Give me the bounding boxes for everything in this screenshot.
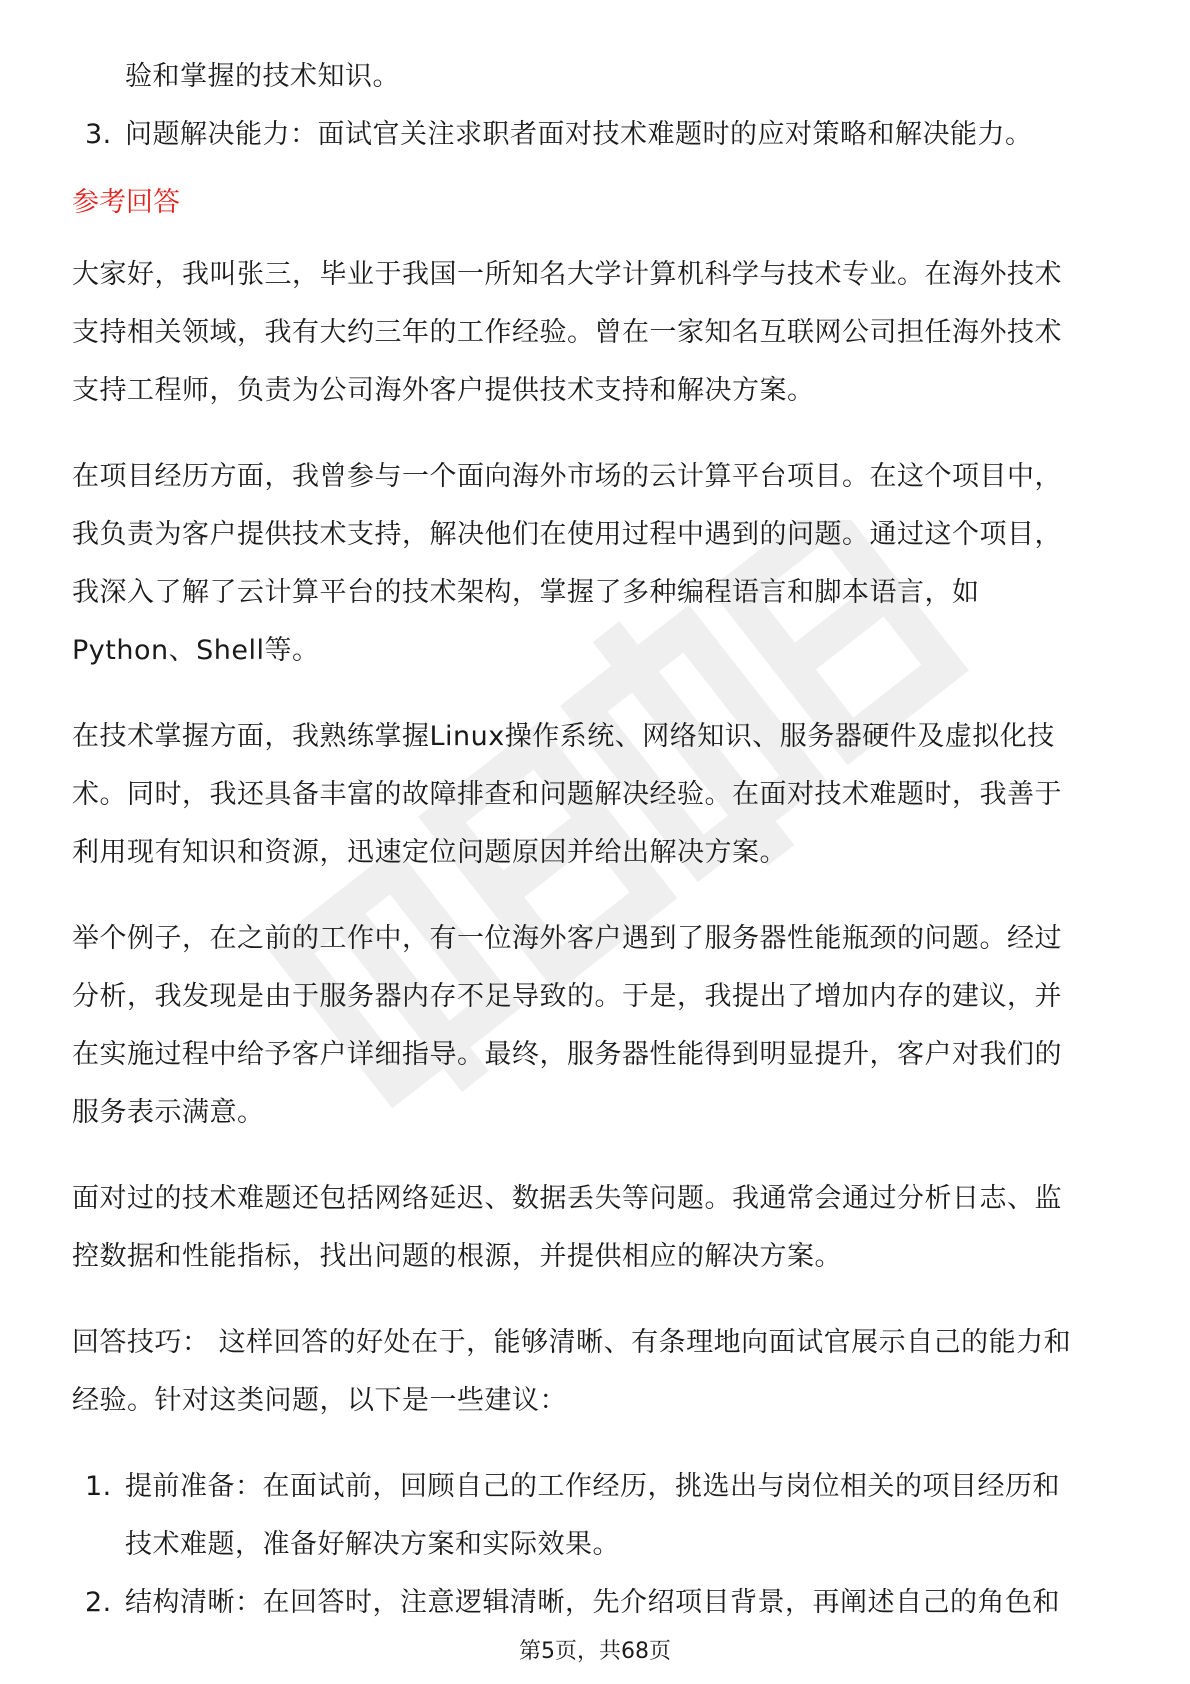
paragraph-line: 支持工程师，负责为公司海外客户提供技术支持和解决方案。 [72, 375, 815, 406]
paragraph-line: Python、Shell等。 [72, 635, 320, 666]
tips-list-item-2 [72, 1574, 1132, 1632]
list-item-3 [72, 106, 1132, 164]
list-item-continuation: 技术难题，准备好解决方案和实际效果。 [125, 1529, 620, 1560]
tips-list-item-1 [72, 1458, 1132, 1516]
paragraph-line: 术。同时，我还具备丰富的故障排查和问题解决经验。在面对技术难题时，我善于 [72, 779, 1062, 810]
list-continuation-line: 验和掌握的技术知识。 [125, 61, 400, 92]
paragraph-line: 在技术掌握方面，我熟练掌握Linux操作系统、网络知识、服务器硬件及虚拟化技 [72, 721, 1055, 752]
paragraph-line: 经验。针对这类问题，以下是一些建议： [72, 1385, 567, 1416]
list-item-text: 结构清晰：在回答时，注意逻辑清晰，先介绍项目背景，再阐述自己的角色和 [125, 1587, 1060, 1618]
paragraph-line: 大家好，我叫张三，毕业于我国一所知名大学计算机科学与技术专业。在海外技术 [72, 259, 1062, 290]
paragraph-3 [72, 708, 1132, 882]
paragraph-line: 分析，我发现是由于服务器内存不足导致的。于是，我提出了增加内存的建议，并 [72, 981, 1062, 1012]
paragraph-4 [72, 910, 1132, 1142]
paragraph-5 [72, 1170, 1132, 1286]
section-heading: 参考回答 [72, 187, 180, 218]
paragraph-line: 在实施过程中给予客户详细指导。最终，服务器性能得到明显提升，客户对我们的 [72, 1039, 1062, 1070]
list-item-text: 问题解决能力：面试官关注求职者面对技术难题时的应对策略和解决能力。 [125, 119, 1033, 150]
tips-list [72, 1458, 1132, 1632]
paragraph-line: 支持相关领域，我有大约三年的工作经验。曾在一家知名互联网公司担任海外技术 [72, 317, 1062, 348]
list-item-text: 提前准备：在面试前，回顾自己的工作经历，挑选出与岗位相关的项目经历和 [125, 1471, 1060, 1502]
paragraph-line: 利用现有知识和资源，迅速定位问题原因并给出解决方案。 [72, 837, 787, 868]
paragraph-line: 举个例子，在之前的工作中，有一位海外客户遇到了服务器性能瓶颈的问题。经过 [72, 923, 1062, 954]
page-footer: 第5页，共68页 [519, 1639, 671, 1664]
paragraph-answer-tips [72, 1314, 1132, 1430]
paragraph-line: 服务表示满意。 [72, 1097, 265, 1128]
paragraph-2 [72, 448, 1132, 680]
paragraph-1 [72, 246, 1132, 420]
paragraph-line: 面对过的技术难题还包括网络延迟、数据丢失等问题。我通常会通过分析日志、监 [72, 1183, 1062, 1214]
list-number: 1. [85, 1471, 112, 1502]
paragraph-line: 我深入了解了云计算平台的技术架构，掌握了多种编程语言和脚本语言，如 [72, 577, 980, 608]
paragraph-line: 回答技巧： 这样回答的好处在于，能够清晰、有条理地向面试官展示自己的能力和 [72, 1327, 1072, 1358]
document-body [72, 48, 1132, 1632]
list-number: 2. [85, 1587, 112, 1618]
list-number: 3. [85, 119, 112, 150]
paragraph-line: 我负责为客户提供技术支持，解决他们在使用过程中遇到的问题。通过这个项目， [72, 519, 1062, 550]
paragraph-line: 在项目经历方面，我曾参与一个面向海外市场的云计算平台项目。在这个项目中， [72, 461, 1062, 492]
paragraph-line: 控数据和性能指标，找出问题的根源，并提供相应的解决方案。 [72, 1241, 842, 1272]
